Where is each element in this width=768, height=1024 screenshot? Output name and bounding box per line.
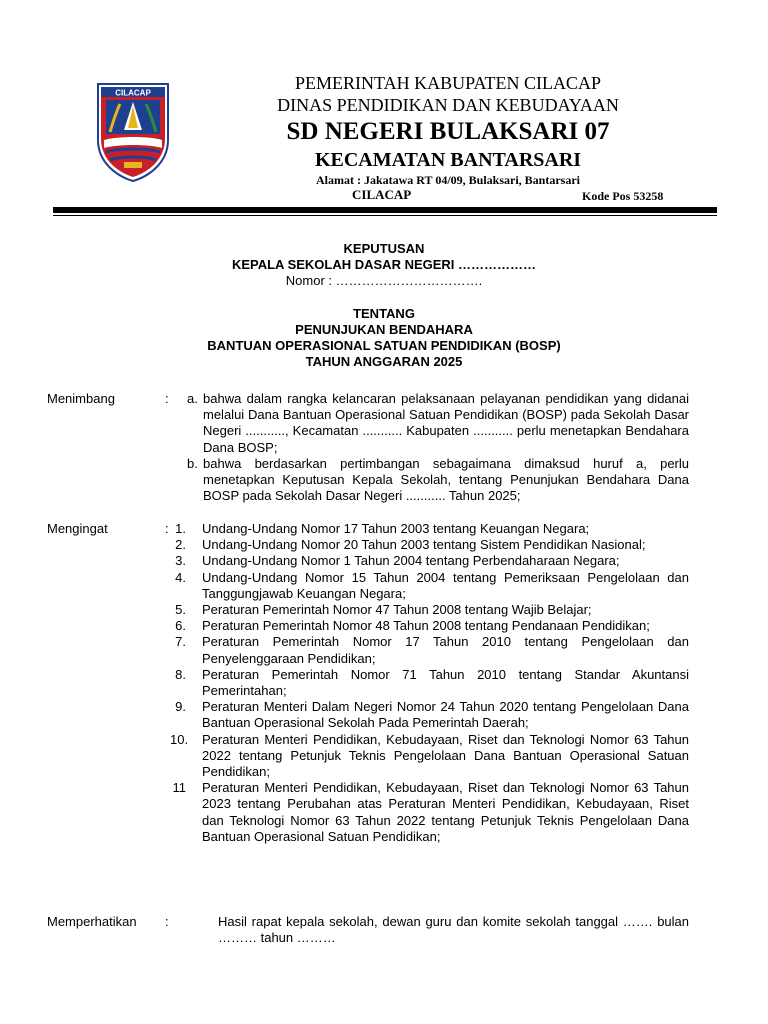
government-line: PEMERINTAH KABUPATEN CILACAP bbox=[295, 73, 601, 93]
mengingat-list bbox=[170, 521, 689, 845]
letterhead bbox=[200, 72, 696, 203]
mengingat-colon: : bbox=[165, 521, 169, 536]
decree-number: Nomor : ……………………………. bbox=[285, 273, 483, 288]
decree-subject-block bbox=[0, 306, 768, 370]
school-name: SD NEGERI BULAKSARI 07 bbox=[286, 118, 610, 145]
item-marker: 3. bbox=[175, 553, 186, 569]
item-text: Undang-Undang Nomor 17 Tahun 2003 tentang Keuangan Negara; bbox=[202, 521, 590, 536]
item-text: Peraturan Pemerintah Nomor 17 Tahun 2010 tentang Pengelolaan dan Penyelenggaraan Pendidikan; bbox=[202, 634, 689, 666]
item-text: bahwa berdasarkan pertimbangan sebagaimana dimaksud huruf a, perlu menetapkan Keputusan Kepala Sekolah, tentang Penunjukan Bendahara Dana BOSP pada Sekolah Dasar Negeri ........... Tahun 2025; bbox=[203, 455, 689, 504]
list-item bbox=[170, 634, 689, 666]
menimbang-list bbox=[170, 391, 689, 504]
item-marker: 8. bbox=[175, 666, 186, 682]
item-text: Peraturan Pemerintah Nomor 71 Tahun 2010 tentang Standar Akuntansi Pemerintahan; bbox=[202, 666, 689, 699]
decree-heading: KEPUTUSAN bbox=[343, 241, 425, 256]
emblem-text: CILACAP bbox=[115, 88, 151, 98]
decree-subject-3: TAHUN ANGGARAN 2025 bbox=[305, 354, 463, 369]
item-text: Peraturan Menteri Pendidikan, Kebudayaan, Riset dan Teknologi Nomor 63 Tahun 2023 tentang Perubahan atas Peraturan Menteri Pendidikan, Kebudayaan, Riset dan Teknologi Nomor 63 Tahun 2022 tentang Petunjuk Teknis Pengelolaan Dana Bantuan Operasional Satuan Pendidikan; bbox=[202, 780, 689, 844]
list-item bbox=[170, 456, 689, 505]
item-text: Peraturan Menteri Pendidikan, Kebudayaan, Riset dan Teknologi Nomor 63 Tahun 2022 tentang Petunjuk Teknis Pengelolaan Dana Bantuan Operasional Satuan Pendidikan; bbox=[202, 731, 689, 780]
district-name: KECAMATAN BANTARSARI bbox=[314, 149, 582, 171]
item-text: Undang-Undang Nomor 1 Tahun 2004 tentang Perbendaharaan Negara; bbox=[202, 553, 620, 569]
list-item bbox=[170, 391, 689, 456]
decree-title-block bbox=[0, 241, 768, 289]
list-item bbox=[170, 618, 689, 634]
cilacap-emblem-logo bbox=[96, 82, 170, 182]
list-item bbox=[170, 521, 689, 537]
list-item bbox=[170, 553, 689, 569]
item-marker: b. bbox=[187, 455, 198, 471]
item-marker: 11 bbox=[172, 780, 186, 796]
item-marker: 4. bbox=[175, 569, 186, 585]
menimbang-colon: : bbox=[165, 391, 169, 406]
item-marker: 5. bbox=[175, 602, 186, 618]
decree-issuer: KEPALA SEKOLAH DASAR NEGERI ……………… bbox=[231, 257, 537, 272]
item-text: Peraturan Menteri Dalam Negeri Nomor 24 Tahun 2020 tentang Pengelolaan Dana Bantuan Operasional Sekolah Pada Pemerintah Daerah; bbox=[202, 699, 689, 731]
item-marker: 7. bbox=[175, 634, 186, 650]
item-marker: 2. bbox=[175, 537, 186, 553]
postal-code: Kode Pos 53258 bbox=[582, 189, 664, 203]
menimbang-label: Menimbang bbox=[47, 391, 115, 406]
department-line: DINAS PENDIDIKAN DAN KEBUDAYAAN bbox=[277, 95, 619, 115]
list-item bbox=[170, 780, 689, 845]
decree-subject-1: PENUNJUKAN BENDAHARA bbox=[295, 322, 473, 337]
letterhead-divider-thin bbox=[53, 215, 717, 216]
decree-subject-2: BANTUAN OPERASIONAL SATUAN PENDIDIKAN (BOSP) bbox=[207, 338, 561, 353]
item-text: Peraturan Pemerintah Nomor 47 Tahun 2008 tentang Wajib Belajar; bbox=[202, 602, 592, 618]
item-marker: 10. bbox=[170, 731, 189, 747]
item-marker: a. bbox=[187, 391, 198, 406]
city-name: CILACAP bbox=[352, 187, 412, 202]
list-item bbox=[170, 570, 689, 602]
list-item bbox=[170, 732, 689, 781]
letterhead-divider-thick bbox=[53, 207, 717, 213]
list-item bbox=[170, 667, 689, 699]
memperhatikan-colon: : bbox=[165, 914, 169, 929]
item-marker: 1. bbox=[175, 521, 186, 536]
city-postal-line bbox=[200, 187, 696, 203]
list-item bbox=[170, 699, 689, 731]
memperhatikan-text: Hasil rapat kepala sekolah, dewan guru dan komite sekolah tanggal ……. bulan ……… tahun ……… bbox=[218, 914, 689, 946]
item-marker: 6. bbox=[175, 618, 186, 634]
item-text: bahwa dalam rangka kelancaran pelaksanaan pelayanan pendidikan yang didanai melalui Dana Bantuan Operasional Satuan Pendidikan (BOSP) pada Sekolah Dasar Negeri ..........., Kecamatan ........... Kabupaten ........... perlu menetapkan Bendahara Dana BOSP; bbox=[203, 391, 689, 455]
item-text: Peraturan Pemerintah Nomor 48 Tahun 2008 tentang Pendanaan Pendidikan; bbox=[202, 618, 650, 634]
list-item bbox=[170, 602, 689, 618]
address-line: Alamat : Jakatawa RT 04/09, Bulaksari, Bantarsari bbox=[315, 173, 581, 187]
item-text: Undang-Undang Nomor 20 Tahun 2003 tentang Sistem Pendidikan Nasional; bbox=[202, 537, 646, 553]
memperhatikan-label: Memperhatikan bbox=[47, 914, 137, 929]
item-text: Undang-Undang Nomor 15 Tahun 2004 tentang Pemeriksaan Pengelolaan dan Tanggungjawab Keuangan Negara; bbox=[202, 569, 689, 601]
decree-about: TENTANG bbox=[353, 306, 415, 321]
mengingat-label: Mengingat bbox=[47, 521, 108, 536]
list-item bbox=[170, 537, 689, 553]
item-marker: 9. bbox=[175, 699, 186, 715]
